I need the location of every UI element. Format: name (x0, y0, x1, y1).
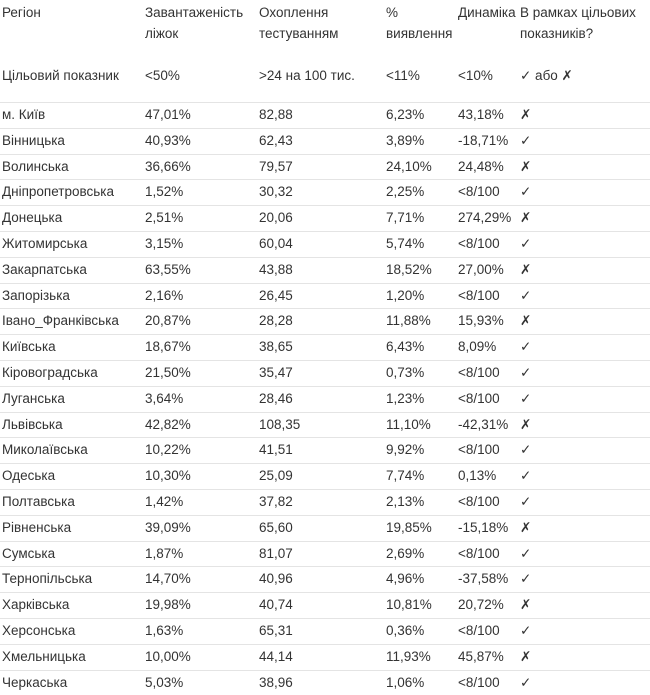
within-targets-cell: ✓ (518, 180, 650, 206)
region-cell: Хмельницька (0, 644, 143, 670)
dynamics-cell: <8/100 (456, 360, 518, 386)
within-targets-cell: ✓ (518, 438, 650, 464)
within-targets-cell: ✓ (518, 670, 650, 695)
bed-occupancy-cell: 10,30% (143, 464, 257, 490)
bed-occupancy-cell: 63,55% (143, 257, 257, 283)
within-targets-cell: ✓ (518, 128, 650, 154)
table-row (0, 335, 650, 361)
table-row (0, 103, 650, 129)
detection-rate-cell: 6,23% (384, 103, 456, 129)
bed-occupancy-cell: 39,09% (143, 515, 257, 541)
bed-occupancy-cell: 3,15% (143, 231, 257, 257)
detection-rate-cell: 11,10% (384, 412, 456, 438)
detection-rate-cell: 0,73% (384, 360, 456, 386)
dynamics-cell: <8/100 (456, 670, 518, 695)
within-targets-cell: ✗ (518, 515, 650, 541)
table-row (0, 128, 650, 154)
within-targets-cell: ✗ (518, 309, 650, 335)
detection-rate-cell: 1,23% (384, 386, 456, 412)
detection-rate-cell: 9,92% (384, 438, 456, 464)
table-row (0, 438, 650, 464)
within-targets-cell: ✗ (518, 206, 650, 232)
table-row (0, 257, 650, 283)
region-cell: м. Київ (0, 103, 143, 129)
region-cell: Житомирська (0, 231, 143, 257)
dynamics-cell: 274,29% (456, 206, 518, 232)
dynamics-cell: 27,00% (456, 257, 518, 283)
header-detection-rate: % виявлення (386, 5, 453, 41)
bed-occupancy-cell: 10,00% (143, 644, 257, 670)
region-cell: Закарпатська (0, 257, 143, 283)
bed-occupancy-cell: 18,67% (143, 335, 257, 361)
table-row (0, 541, 650, 567)
dynamics-cell: 8,09% (456, 335, 518, 361)
bed-occupancy-cell: 42,82% (143, 412, 257, 438)
testing-coverage-cell: 40,74 (257, 593, 384, 619)
region-cell: Івано_Франківська (0, 309, 143, 335)
detection-rate-cell: 19,85% (384, 515, 456, 541)
detection-rate-cell: 2,69% (384, 541, 456, 567)
testing-coverage-cell: 65,31 (257, 618, 384, 644)
header-testing-coverage: Охоплення тестуванням (259, 5, 339, 41)
table-row (0, 567, 650, 593)
within-targets-cell: ✓ (518, 489, 650, 515)
dynamics-cell: -37,58% (456, 567, 518, 593)
testing-coverage-cell: 60,04 (257, 231, 384, 257)
dynamics-cell: 24,48% (456, 154, 518, 180)
within-targets-cell: ✓ (518, 618, 650, 644)
dynamics-cell: <8/100 (456, 386, 518, 412)
detection-rate-cell: 1,06% (384, 670, 456, 695)
testing-coverage-cell: 41,51 (257, 438, 384, 464)
bed-occupancy-cell: 36,66% (143, 154, 257, 180)
bed-occupancy-cell: 40,93% (143, 128, 257, 154)
dynamics-cell: 0,13% (456, 464, 518, 490)
region-cell: Тернопільська (0, 567, 143, 593)
dynamics-cell: <8/100 (456, 541, 518, 567)
within-targets-cell: ✓ (518, 360, 650, 386)
table-row (0, 593, 650, 619)
detection-rate-cell: 1,20% (384, 283, 456, 309)
target-label: Цільовий показник (2, 68, 119, 83)
within-targets-cell: ✓ (518, 283, 650, 309)
table-row (0, 644, 650, 670)
table-row (0, 360, 650, 386)
within-targets-cell: ✓ (518, 541, 650, 567)
detection-rate-cell: 7,74% (384, 464, 456, 490)
bed-occupancy-cell: 10,22% (143, 438, 257, 464)
testing-coverage-cell: 28,28 (257, 309, 384, 335)
testing-coverage-cell: 38,65 (257, 335, 384, 361)
region-cell: Харківська (0, 593, 143, 619)
testing-coverage-cell: 82,88 (257, 103, 384, 129)
region-cell: Луганська (0, 386, 143, 412)
header-bed-occupancy: Завантаженість ліжок (145, 5, 244, 41)
testing-coverage-cell: 38,96 (257, 670, 384, 695)
detection-rate-cell: 5,74% (384, 231, 456, 257)
bed-occupancy-cell: 5,03% (143, 670, 257, 695)
detection-rate-cell: 6,43% (384, 335, 456, 361)
table-row (0, 283, 650, 309)
region-cell: Київська (0, 335, 143, 361)
bed-occupancy-cell: 2,51% (143, 206, 257, 232)
region-cell: Дніпропетровська (0, 180, 143, 206)
dynamics-cell: <8/100 (456, 438, 518, 464)
dynamics-cell: -18,71% (456, 128, 518, 154)
region-cell: Запорізька (0, 283, 143, 309)
header-dynamics: Динаміка (458, 5, 516, 20)
bed-occupancy-cell: 2,16% (143, 283, 257, 309)
detection-rate-cell: 2,25% (384, 180, 456, 206)
detection-rate-cell: 2,13% (384, 489, 456, 515)
detection-rate-cell: 24,10% (384, 154, 456, 180)
testing-coverage-cell: 26,45 (257, 283, 384, 309)
testing-coverage-cell: 62,43 (257, 128, 384, 154)
dynamics-cell: -42,31% (456, 412, 518, 438)
dynamics-cell: <8/100 (456, 489, 518, 515)
testing-coverage-cell: 37,82 (257, 489, 384, 515)
table-row (0, 464, 650, 490)
detection-rate-cell: 3,89% (384, 128, 456, 154)
detection-rate-cell: 11,88% (384, 309, 456, 335)
within-targets-cell: ✓ (518, 335, 650, 361)
table-row (0, 670, 650, 695)
testing-coverage-cell: 43,88 (257, 257, 384, 283)
region-cell: Сумська (0, 541, 143, 567)
detection-rate-cell: 10,81% (384, 593, 456, 619)
testing-coverage-cell: 40,96 (257, 567, 384, 593)
bed-occupancy-cell: 1,87% (143, 541, 257, 567)
testing-coverage-cell: 81,07 (257, 541, 384, 567)
region-cell: Полтавська (0, 489, 143, 515)
region-cell: Донецька (0, 206, 143, 232)
testing-coverage-cell: 28,46 (257, 386, 384, 412)
target-row (0, 50, 650, 103)
within-targets-cell: ✗ (518, 412, 650, 438)
testing-coverage-cell: 79,57 (257, 154, 384, 180)
bed-occupancy-cell: 1,52% (143, 180, 257, 206)
within-targets-cell: ✓ (518, 567, 650, 593)
bed-occupancy-cell: 20,87% (143, 309, 257, 335)
dynamics-cell: 15,93% (456, 309, 518, 335)
region-cell: Одеська (0, 464, 143, 490)
header-row (0, 0, 650, 50)
bed-occupancy-cell: 1,42% (143, 489, 257, 515)
target-detection-rate: <11% (386, 68, 420, 83)
testing-coverage-cell: 20,06 (257, 206, 384, 232)
region-cell: Рівненська (0, 515, 143, 541)
bed-occupancy-cell: 19,98% (143, 593, 257, 619)
testing-coverage-cell: 25,09 (257, 464, 384, 490)
region-cell: Черкаська (0, 670, 143, 695)
dynamics-cell: 43,18% (456, 103, 518, 129)
bed-occupancy-cell: 3,64% (143, 386, 257, 412)
testing-coverage-cell: 44,14 (257, 644, 384, 670)
testing-coverage-cell: 30,32 (257, 180, 384, 206)
detection-rate-cell: 18,52% (384, 257, 456, 283)
target-dynamics: <10% (458, 68, 493, 83)
dynamics-cell: <8/100 (456, 618, 518, 644)
dynamics-cell: <8/100 (456, 180, 518, 206)
table-row (0, 231, 650, 257)
table-row (0, 489, 650, 515)
within-targets-cell: ✗ (518, 154, 650, 180)
bed-occupancy-cell: 14,70% (143, 567, 257, 593)
region-cell: Львівська (0, 412, 143, 438)
within-targets-cell: ✓ (518, 231, 650, 257)
within-targets-cell: ✗ (518, 257, 650, 283)
dynamics-cell: -15,18% (456, 515, 518, 541)
table-row (0, 618, 650, 644)
header-region: Регіон (2, 5, 41, 20)
target-testing-coverage: >24 на 100 тис. (259, 68, 355, 83)
table-row (0, 386, 650, 412)
dynamics-cell: <8/100 (456, 231, 518, 257)
header-within-targets: В рамках цільових показників? (520, 5, 636, 41)
target-bed-occupancy: <50% (145, 68, 180, 83)
dynamics-cell: <8/100 (456, 283, 518, 309)
detection-rate-cell: 7,71% (384, 206, 456, 232)
testing-coverage-cell: 65,60 (257, 515, 384, 541)
table-row (0, 309, 650, 335)
region-cell: Миколаївська (0, 438, 143, 464)
within-targets-cell: ✗ (518, 644, 650, 670)
detection-rate-cell: 11,93% (384, 644, 456, 670)
within-targets-cell: ✓ (518, 464, 650, 490)
table-row (0, 154, 650, 180)
region-cell: Волинська (0, 154, 143, 180)
within-targets-cell: ✗ (518, 593, 650, 619)
region-cell: Кіровоградська (0, 360, 143, 386)
table-row (0, 515, 650, 541)
target-within-targets: ✓ або ✗ (520, 68, 573, 83)
testing-coverage-cell: 35,47 (257, 360, 384, 386)
dynamics-cell: 45,87% (456, 644, 518, 670)
within-targets-cell: ✓ (518, 386, 650, 412)
region-cell: Вінницька (0, 128, 143, 154)
table-row (0, 180, 650, 206)
bed-occupancy-cell: 21,50% (143, 360, 257, 386)
detection-rate-cell: 0,36% (384, 618, 456, 644)
detection-rate-cell: 4,96% (384, 567, 456, 593)
bed-occupancy-cell: 1,63% (143, 618, 257, 644)
table-row (0, 412, 650, 438)
testing-coverage-cell: 108,35 (257, 412, 384, 438)
bed-occupancy-cell: 47,01% (143, 103, 257, 129)
region-cell: Херсонська (0, 618, 143, 644)
dynamics-cell: 20,72% (456, 593, 518, 619)
within-targets-cell: ✗ (518, 103, 650, 129)
table-row (0, 206, 650, 232)
